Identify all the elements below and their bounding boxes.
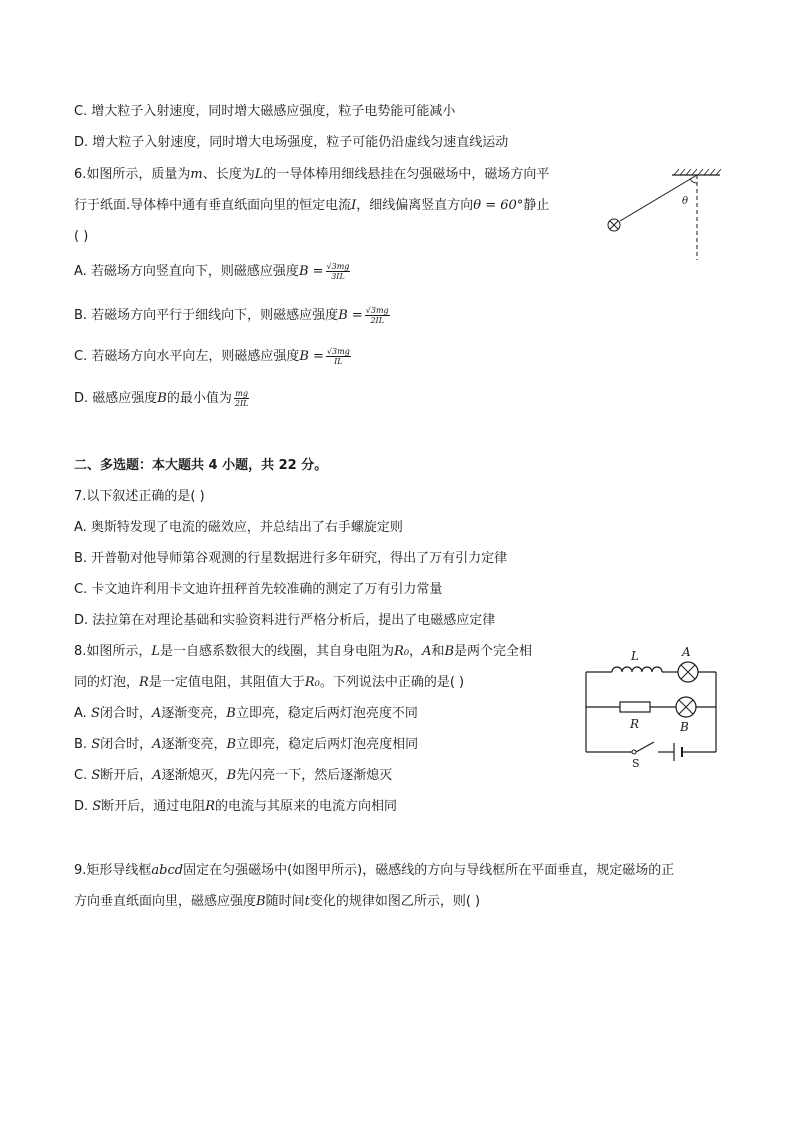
q8-text: 是两个完全相 <box>454 644 533 659</box>
q8-circuit-figure <box>578 640 728 770</box>
q6-var-l: L <box>254 167 264 182</box>
ceiling-hatch <box>674 169 721 175</box>
q6-b-equals: B = <box>338 308 363 323</box>
q8-var-b: B <box>226 737 237 752</box>
angle-arc <box>690 179 697 183</box>
q8-text: 立即亮，稳定后两灯泡亮度相同 <box>236 737 419 752</box>
q8-text: 和 <box>431 644 445 659</box>
fraction-denominator: 2IL <box>370 316 384 325</box>
q7-option-d: D. 法拉第在对理论基础和实验资料进行严格分析后，提出了电磁感应定律 <box>74 613 496 628</box>
q8-text: 逐渐变亮， <box>161 737 227 752</box>
q6-stem-line1 <box>74 166 549 184</box>
q6-fraction-d <box>234 389 250 408</box>
q8-var-a: A <box>151 706 162 721</box>
q8-text: 断开后，通过电阻 <box>101 799 206 814</box>
q9-var-abcd: abcd <box>151 863 184 878</box>
q8-text: ， <box>409 644 423 659</box>
label-switch-s: S <box>632 757 640 770</box>
q6-var-b: B <box>157 391 167 406</box>
q6-option-b <box>74 306 390 325</box>
q6-pendulum-figure <box>600 165 730 265</box>
q6-text: ，细线偏离竖直方向 <box>356 198 474 213</box>
q8-text: 逐渐熄灭， <box>161 768 227 783</box>
q8-text: D. <box>74 799 93 814</box>
q8-var-s: S <box>90 706 100 721</box>
q8-text: 闭合时， <box>100 737 153 752</box>
q6-option-d <box>74 389 249 408</box>
q9-var-b: B <box>256 894 266 909</box>
q6-b-equals: B = <box>299 349 324 364</box>
q6-text: 行于纸面.导体棒中通有垂直纸面向里的恒定电流 <box>74 198 352 213</box>
q8-stem-line2 <box>74 674 464 692</box>
q6-answer-paren: ( ) <box>74 229 89 244</box>
q6-text: 、长度为 <box>202 167 255 182</box>
theta-label: θ <box>682 196 689 207</box>
q8-var-r: R <box>139 675 149 690</box>
q8-option-b <box>74 736 418 754</box>
q6-var-m: m <box>190 167 203 182</box>
q6-fraction-c <box>326 347 351 366</box>
q6-var-i: I <box>351 198 357 213</box>
q6-option-c <box>74 347 351 366</box>
q9-stem-line2 <box>74 893 480 911</box>
q6-option-a <box>74 262 350 281</box>
q8-var-b: B <box>444 644 455 659</box>
q8-text: 8.如图所示， <box>74 644 152 659</box>
q8-text: C. <box>74 768 92 783</box>
q8-text: 同的灯泡， <box>74 675 140 690</box>
fraction-denominator: IL <box>334 357 343 366</box>
label-resistor-r: R <box>630 717 640 731</box>
q9-text: 固定在匀强磁场中(如图甲所示)，磁感线的方向与导线框所在平面垂直，规定磁场的正 <box>183 863 675 878</box>
q9-text: 变化的规律如图乙所示，则( ) <box>309 894 481 909</box>
label-lamp-b: B <box>680 720 689 734</box>
label-inductor-l: L <box>631 649 639 663</box>
q7-option-c: C. 卡文迪许利用卡文迪许扭秤首先较准确的测定了万有引力常量 <box>74 582 443 597</box>
q8-var-b: B <box>226 706 236 721</box>
q8-var-s: S <box>92 799 102 814</box>
q9-text: 随时间 <box>265 894 305 909</box>
q8-text: 的电流与其原来的电流方向相同 <box>215 799 398 814</box>
fraction-denominator: 3IL <box>331 272 345 281</box>
q8-var-r0: R₀ <box>394 644 410 659</box>
q8-var-r0: R₀ <box>304 675 320 690</box>
inductor-coil-icon <box>612 667 662 672</box>
q9-stem-line1 <box>74 862 674 880</box>
q6-stem-line2 <box>74 197 549 215</box>
q8-var-a: A <box>152 737 162 752</box>
q8-text: B. <box>74 737 92 752</box>
q8-var-l: L <box>151 644 161 659</box>
q9-text: 9.矩形导线框 <box>74 863 152 878</box>
switch-contact-icon <box>632 750 636 754</box>
section-heading-multiple-choice: 二、多选题：本大题共 4 小题，共 22 分。 <box>74 458 328 473</box>
q8-var-r: R <box>205 799 215 814</box>
q6-option-a-text: A. 若磁场方向竖直向下，则磁感应强度 <box>74 264 299 279</box>
q8-text: 断开后， <box>100 768 153 783</box>
q6-text: 6.如图所示，质量为 <box>74 167 191 182</box>
q8-text: 先闪亮一下，然后逐渐熄灭 <box>236 768 393 783</box>
q8-stem-line1 <box>74 643 532 661</box>
q8-option-a <box>74 705 418 723</box>
switch-lever-icon <box>636 742 654 752</box>
q9-text: 方向垂直纸面向里，磁感应强度 <box>74 894 257 909</box>
q6-fraction-b <box>365 306 390 325</box>
q8-text: 逐渐变亮， <box>161 706 227 721</box>
q8-option-c <box>74 767 392 785</box>
fraction-numerator: mg <box>235 389 248 398</box>
q5-option-d: D. 增大粒子入射速度，同时增大电场强度，粒子可能仍沿虚线匀速直线运动 <box>74 135 509 150</box>
resistor-icon <box>620 702 650 712</box>
q8-text: 是一定值电阻，其阻值大于 <box>148 675 305 690</box>
q7-option-a: A. 奥斯特发现了电流的磁效应，并总结出了右手螺旋定则 <box>74 520 403 535</box>
fraction-numerator: √3mg <box>326 262 350 271</box>
q8-var-b: B <box>226 768 237 783</box>
q6-text: 的一导体棒用细线悬挂在匀强磁场中，磁场方向平 <box>263 167 550 182</box>
fraction-denominator: 2IL <box>234 399 249 408</box>
q6-b-equals: B = <box>298 264 324 279</box>
fraction-numerator: √3mg <box>326 347 350 356</box>
q7-stem: 7.以下叙述正确的是( ) <box>74 489 205 504</box>
q8-text: 是一自感系数很大的线圈，其自身电阻为 <box>160 644 395 659</box>
q8-text: 。下列说法中正确的是( ) <box>319 675 465 690</box>
q8-text: A. <box>74 706 91 721</box>
q6-text: 静止 <box>523 198 550 213</box>
label-lamp-a: A <box>682 645 691 659</box>
q6-theta-equation: θ = 60° <box>473 198 524 213</box>
q7-option-b: B. 开普勒对他导师第谷观测的行星数据进行多年研究，得出了万有引力定律 <box>74 551 508 566</box>
q6-option-c-text: C. 若磁场方向水平向左，则磁感应强度 <box>74 349 300 364</box>
q8-text: 立即亮，稳定后两灯泡亮度不同 <box>235 706 418 721</box>
q6-option-d-text: D. 磁感应强度 <box>74 391 158 406</box>
q6-option-b-text: B. 若磁场方向平行于细线向下，则磁感应强度 <box>74 308 339 323</box>
q8-var-s: S <box>91 737 101 752</box>
fraction-numerator: √3mg <box>365 306 389 315</box>
q5-option-c: C. 增大粒子入射速度，同时增大磁感应强度，粒子电势能可能减小 <box>74 104 456 119</box>
q8-var-a: A <box>422 644 432 659</box>
q6-option-d-tail: 的最小值为 <box>166 391 232 406</box>
q8-option-d <box>74 798 397 816</box>
q6-fraction-a <box>326 262 351 281</box>
q8-text: 闭合时， <box>99 706 152 721</box>
q8-var-a: A <box>152 768 162 783</box>
q8-var-s: S <box>91 768 101 783</box>
q9-var-t: t <box>304 894 310 909</box>
